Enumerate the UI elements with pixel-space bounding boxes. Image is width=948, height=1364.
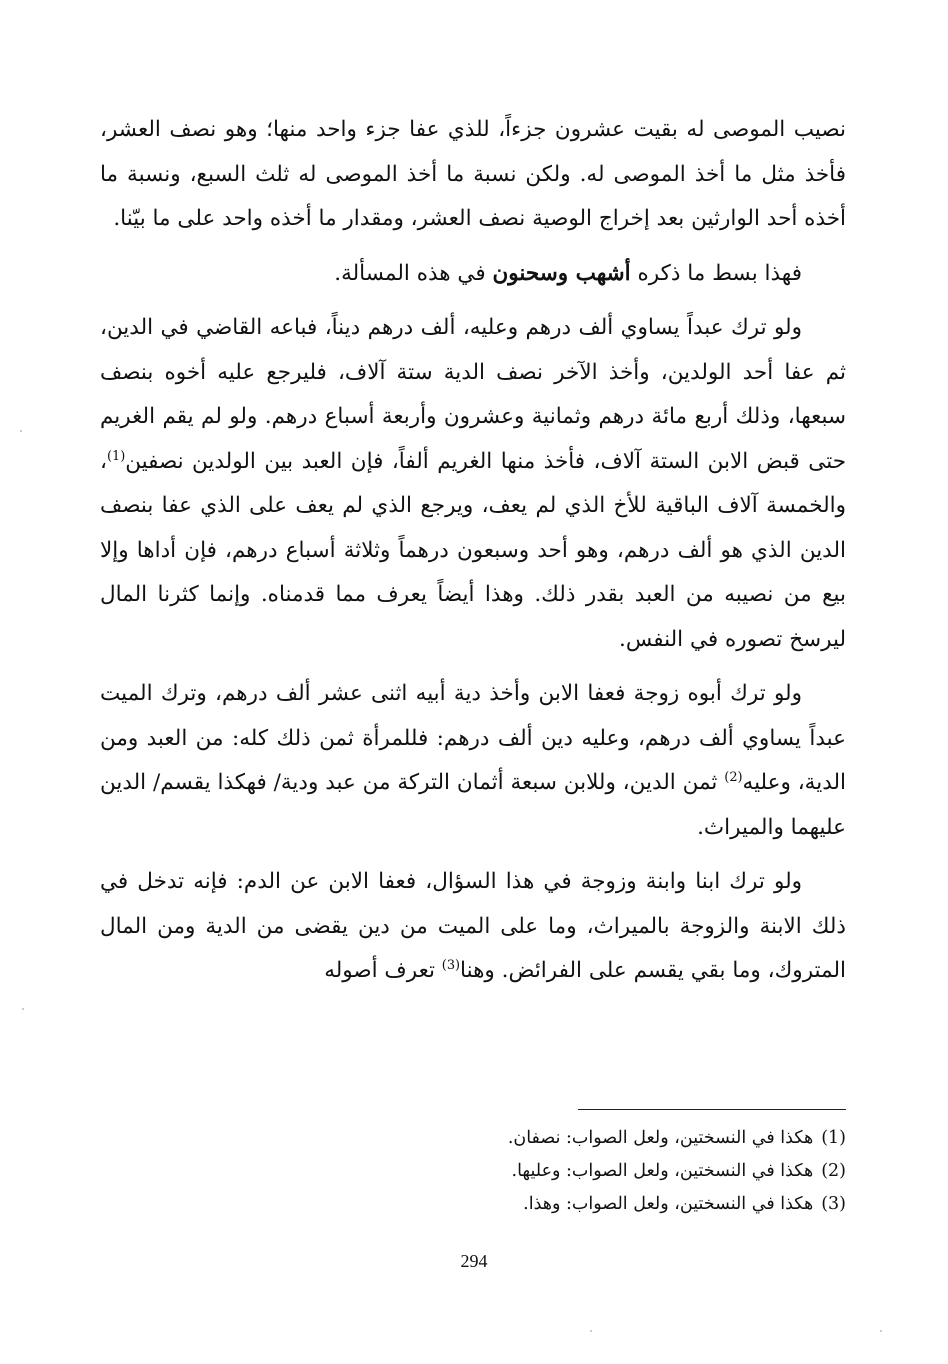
scan-speck — [880, 1330, 882, 1332]
scan-speck — [590, 1330, 592, 1332]
paragraph-2-text: فهذا بسط ما ذكره — [630, 260, 802, 286]
scan-speck — [22, 1008, 24, 1010]
paragraph-4-text-a: ولو ترك أبوه زوجة فعفا الابن وأخذ دية أبيه اثنى عشر ألف درهم، وترك الميت عبداً يساوي ألف درهم، وعليه دين ألف درهم: فللمرأة ثمن ذلك كله: من العبد ومن الدية، وعليه — [100, 681, 847, 795]
paragraph-4 — [100, 672, 846, 850]
footnote-ref-2[interactable]: (2) — [724, 769, 743, 785]
paragraph-2-text-end: في هذه المسألة. — [334, 260, 493, 286]
footnote-2 — [300, 1155, 846, 1188]
footnote-separator — [578, 1109, 846, 1110]
name-ashhab: أشهب — [575, 260, 631, 286]
paragraph-4-text-b: ثمن الدين، وللابن سبعة أثمان التركة من عبد ودية/ فهكذا يقسم/ الدين عليهما والميراث. — [100, 770, 846, 840]
footnote-text: هكذا في النسختين، ولعل الصواب: وهذا. — [523, 1194, 814, 1214]
paragraph-1: نصيب الموصى له بقيت عشرون جزءاً، للذي عفا جزء واحد منها؛ وهو نصف العشر، فأخذ مثل ما أخذ الموصى له. ولكن نسبة ما أخذ الموصى له ثلث السبع، ونسبة ما أخذه أحد الوارثين بعد إخراج الوصية نصف العشر، ومقدار ما أخذه واحد على ما بيّنا. — [100, 117, 846, 231]
main-text — [100, 108, 846, 1004]
scan-speck — [20, 430, 22, 432]
paragraph-3-text-a: ولو ترك عبداً يساوي ألف درهم وعليه، ألف درهم ديناً، فباعه القاضي في الدين، ثم عفا أحد الولدين، وأخذ الآخر نصف الدية ستة آلاف، فليرجع عليه أخوه بنصف سبعها، وذلك أربع مائة درهم وثمانية وعشرون وأربعة أسباع درهم. ولو لم يقم الغريم حتى قبض الابن الستة آلاف، فأخذ منها الغريم ألفاً، فإن العبد بين الولدين نصفين — [100, 315, 846, 474]
footnotes — [300, 1122, 846, 1221]
footnote-3 — [300, 1188, 846, 1221]
footnote-1 — [300, 1122, 846, 1155]
page-number: 294 — [460, 1251, 488, 1271]
footnote-number: (3) — [821, 1194, 846, 1214]
name-sahnun: سحنون — [492, 260, 558, 286]
paragraph-5-text-a: ولو ترك ابنا وابنة وزوجة في هذا السؤال، فعفا الابن عن الدم: فإنه تدخل في ذلك الابنة والزوجة بالميراث، وما على الميت من دين يقضى من الدية ومن المال المتروك، وما بقي يقسم على الفرائض. وهنا — [100, 869, 846, 983]
paragraph-5 — [100, 860, 846, 994]
footnote-ref-3[interactable]: (3) — [441, 957, 461, 973]
footnote-text: هكذا في النسختين، ولعل الصواب: نصفان. — [507, 1128, 814, 1148]
footnote-ref-1[interactable]: (1) — [106, 448, 126, 464]
footnote-text: هكذا في النسختين، ولعل الصواب: وعليها. — [511, 1161, 814, 1181]
paragraph-5-text-b: تعرف أصوله — [324, 958, 442, 983]
footnote-number: (1) — [821, 1128, 846, 1148]
paragraph-3-text-b: ، والخمسة آلاف الباقية للأخ الذي لم يعف، ويرجع الذي لم يعف على الذي عفا بنصف الدين الذي هو ألف درهم، وهو أحد وسبعون درهماً وثلاثة أسباع درهم، فإن أداها وإلا بيع من نصيبه من العبد بقدر ذلك. وهذا أيضاً يعرف مما قدمناه. وإنما كثرنا المال ليرسخ تصوره في النفس. — [100, 448, 846, 652]
conjunction: و — [557, 260, 576, 286]
footnote-number: (2) — [821, 1161, 846, 1181]
paragraph-2 — [100, 252, 846, 297]
paragraph-3 — [100, 306, 846, 662]
